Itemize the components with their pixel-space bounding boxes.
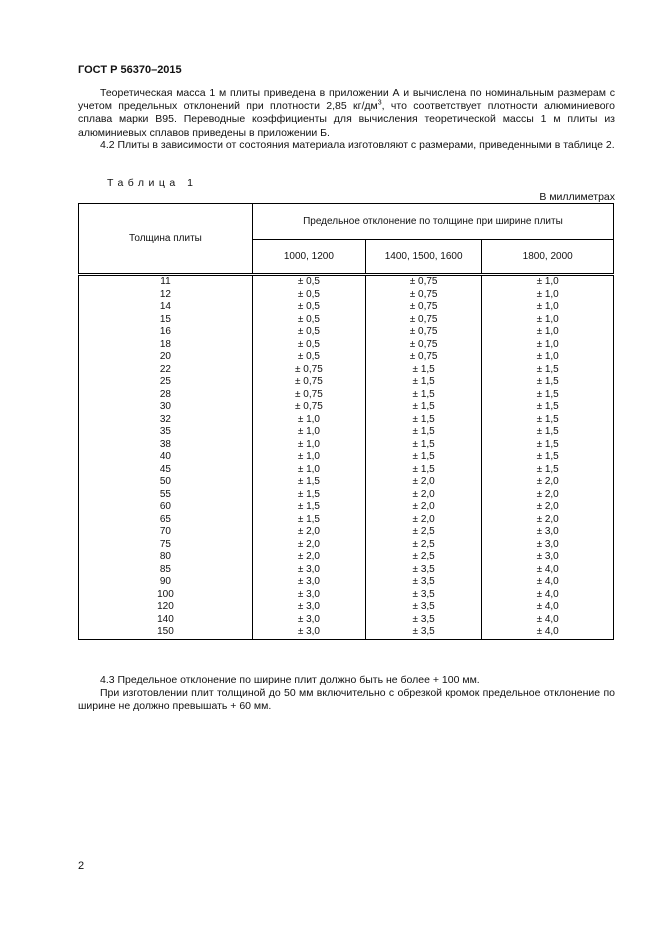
table-row	[79, 576, 614, 589]
table-row	[79, 551, 614, 564]
cell-deviation: ± 1,5	[482, 464, 614, 477]
cell-deviation: ± 0,5	[252, 326, 365, 339]
cell-deviation: ± 1,0	[482, 275, 614, 289]
cell-deviation: ± 1,0	[252, 439, 365, 452]
cell-deviation: ± 4,0	[482, 576, 614, 589]
cell-deviation: ± 1,5	[482, 401, 614, 414]
table-row	[79, 389, 614, 402]
cell-thickness: 60	[79, 501, 253, 514]
cell-deviation: ± 0,75	[252, 389, 365, 402]
cell-deviation: ± 4,0	[482, 564, 614, 577]
cell-thickness: 120	[79, 601, 253, 614]
header-width-3: 1800, 2000	[482, 240, 614, 275]
cell-deviation: ± 1,5	[365, 464, 481, 477]
cell-deviation: ± 0,75	[365, 275, 481, 289]
cell-deviation: ± 0,75	[365, 301, 481, 314]
cell-deviation: ± 1,0	[252, 414, 365, 427]
cell-deviation: ± 2,0	[252, 551, 365, 564]
cell-deviation: ± 1,5	[365, 426, 481, 439]
cell-thickness: 11	[79, 275, 253, 289]
cell-deviation: ± 1,0	[252, 451, 365, 464]
cell-thickness: 140	[79, 614, 253, 627]
cell-thickness: 18	[79, 339, 253, 352]
cell-deviation: ± 2,0	[365, 489, 481, 502]
table-row	[79, 514, 614, 527]
cell-deviation: ± 1,5	[365, 401, 481, 414]
cell-deviation: ± 2,0	[365, 476, 481, 489]
cell-deviation: ± 0,5	[252, 275, 365, 289]
cell-deviation: ± 4,0	[482, 589, 614, 602]
table-body	[79, 275, 614, 640]
cell-deviation: ± 0,5	[252, 289, 365, 302]
cell-deviation: ± 1,0	[252, 464, 365, 477]
cell-deviation: ± 3,5	[365, 614, 481, 627]
cell-deviation: ± 0,5	[252, 339, 365, 352]
table-row	[79, 275, 614, 289]
cell-deviation: ± 1,5	[365, 414, 481, 427]
paragraph-width-trim: При изготовлении плит толщиной до 50 мм включительно с обрезкой кромок предельное отклонение по ширине не должно превышать + 60 мм.	[78, 687, 615, 713]
cell-deviation: ± 1,0	[482, 289, 614, 302]
table-row	[79, 426, 614, 439]
cell-deviation: ± 4,0	[482, 626, 614, 639]
cell-thickness: 80	[79, 551, 253, 564]
header-deviation: Предельное отклонение по толщине при ширине плиты	[252, 204, 613, 240]
table-row	[79, 526, 614, 539]
table-row	[79, 351, 614, 364]
cell-deviation: ± 1,0	[482, 351, 614, 364]
cell-deviation: ± 3,0	[252, 626, 365, 639]
cell-thickness: 100	[79, 589, 253, 602]
table-row	[79, 589, 614, 602]
header-width-1: 1000, 1200	[252, 240, 365, 275]
table-row	[79, 626, 614, 639]
cell-thickness: 50	[79, 476, 253, 489]
cell-deviation: ± 2,0	[482, 514, 614, 527]
paragraph-theoretical-mass	[78, 87, 615, 140]
cell-deviation: ± 3,0	[252, 564, 365, 577]
cell-thickness: 14	[79, 301, 253, 314]
cell-thickness: 55	[79, 489, 253, 502]
table-caption: Таблица 1	[107, 177, 198, 189]
cell-deviation: ± 0,75	[252, 401, 365, 414]
table-row	[79, 476, 614, 489]
cell-deviation: ± 1,0	[252, 426, 365, 439]
cell-thickness: 90	[79, 576, 253, 589]
table-row	[79, 376, 614, 389]
table-row	[79, 301, 614, 314]
cell-deviation: ± 4,0	[482, 601, 614, 614]
cell-deviation: ± 0,75	[252, 376, 365, 389]
cell-deviation: ± 1,5	[252, 476, 365, 489]
cell-deviation: ± 1,0	[482, 339, 614, 352]
table-row	[79, 364, 614, 377]
cell-deviation: ± 1,5	[252, 489, 365, 502]
cell-deviation: ± 3,5	[365, 576, 481, 589]
cell-deviation: ± 0,5	[252, 314, 365, 327]
cell-deviation: ± 0,75	[365, 326, 481, 339]
table-row	[79, 489, 614, 502]
cell-deviation: ± 1,5	[482, 451, 614, 464]
para1-superscript: 3	[377, 99, 382, 107]
cell-thickness: 25	[79, 376, 253, 389]
cell-deviation: ± 2,0	[365, 514, 481, 527]
cell-thickness: 20	[79, 351, 253, 364]
table-unit: В миллиметрах	[539, 191, 615, 203]
cell-thickness: 32	[79, 414, 253, 427]
cell-deviation: ± 2,0	[482, 489, 614, 502]
cell-deviation: ± 0,5	[252, 301, 365, 314]
cell-deviation: ± 1,5	[252, 501, 365, 514]
cell-deviation: ± 2,5	[365, 539, 481, 552]
cell-deviation: ± 1,5	[365, 376, 481, 389]
cell-deviation: ± 3,0	[482, 526, 614, 539]
table-row	[79, 326, 614, 339]
cell-deviation: ± 0,5	[252, 351, 365, 364]
cell-deviation: ± 1,5	[365, 389, 481, 402]
cell-deviation: ± 3,5	[365, 626, 481, 639]
cell-deviation: ± 2,0	[482, 476, 614, 489]
table-row	[79, 501, 614, 514]
table-row	[79, 614, 614, 627]
table-row	[79, 451, 614, 464]
cell-thickness: 16	[79, 326, 253, 339]
cell-thickness: 65	[79, 514, 253, 527]
table-row	[79, 314, 614, 327]
para1-text-a: Теоретическая масса 1 м плиты приведена в приложении А и вычислена по номинальным размерам с учетом предельных отклонений при плотности 2,85 кг/дм	[78, 87, 615, 113]
table-row	[79, 414, 614, 427]
cell-deviation: ± 2,0	[365, 501, 481, 514]
cell-deviation: ± 1,5	[482, 426, 614, 439]
cell-thickness: 28	[79, 389, 253, 402]
cell-deviation: ± 3,0	[252, 576, 365, 589]
cell-deviation: ± 3,0	[482, 539, 614, 552]
cell-deviation: ± 1,5	[482, 364, 614, 377]
cell-thickness: 40	[79, 451, 253, 464]
cell-deviation: ± 1,5	[482, 439, 614, 452]
cell-deviation: ± 3,0	[252, 614, 365, 627]
table-row	[79, 539, 614, 552]
table-row	[79, 564, 614, 577]
cell-thickness: 150	[79, 626, 253, 639]
cell-deviation: ± 1,5	[482, 389, 614, 402]
para1-text-b: , что соответствует плотности алюминиевого сплава марки В95. Переводные коэффициенты для вычисления теоретической массы 1 м плиты из алюминиевых сплавов приведены в приложении Б.	[78, 100, 615, 139]
cell-deviation: ± 4,0	[482, 614, 614, 627]
cell-thickness: 70	[79, 526, 253, 539]
cell-deviation: ± 2,0	[252, 526, 365, 539]
table-row	[79, 464, 614, 477]
cell-thickness: 15	[79, 314, 253, 327]
cell-deviation: ± 1,5	[252, 514, 365, 527]
cell-thickness: 85	[79, 564, 253, 577]
cell-deviation: ± 3,0	[482, 551, 614, 564]
cell-deviation: ± 1,5	[365, 439, 481, 452]
cell-deviation: ± 3,0	[252, 601, 365, 614]
cell-deviation: ± 1,0	[482, 326, 614, 339]
cell-thickness: 38	[79, 439, 253, 452]
table-row	[79, 401, 614, 414]
cell-deviation: ± 0,75	[365, 289, 481, 302]
cell-deviation: ± 0,75	[365, 339, 481, 352]
cell-deviation: ± 2,5	[365, 551, 481, 564]
deviation-table	[78, 203, 614, 640]
document-header: ГОСТ Р 56370–2015	[78, 64, 182, 76]
cell-deviation: ± 1,5	[482, 414, 614, 427]
cell-deviation: ± 1,5	[365, 451, 481, 464]
cell-deviation: ± 0,75	[365, 314, 481, 327]
cell-deviation: ± 2,5	[365, 526, 481, 539]
page-number: 2	[78, 860, 85, 872]
table-row	[79, 439, 614, 452]
cell-deviation: ± 1,5	[482, 376, 614, 389]
header-width-2: 1400, 1500, 1600	[365, 240, 481, 275]
cell-deviation: ± 3,5	[365, 589, 481, 602]
cell-deviation: ± 2,0	[482, 501, 614, 514]
cell-deviation: ± 3,5	[365, 601, 481, 614]
cell-thickness: 45	[79, 464, 253, 477]
table-row	[79, 339, 614, 352]
cell-deviation: ± 2,0	[252, 539, 365, 552]
table-row	[79, 601, 614, 614]
cell-deviation: ± 0,75	[252, 364, 365, 377]
cell-thickness: 75	[79, 539, 253, 552]
cell-thickness: 30	[79, 401, 253, 414]
cell-thickness: 35	[79, 426, 253, 439]
cell-deviation: ± 0,75	[365, 351, 481, 364]
cell-thickness: 12	[79, 289, 253, 302]
header-thickness: Толщина плиты	[79, 204, 253, 275]
cell-deviation: ± 1,0	[482, 314, 614, 327]
paragraph-4-3: 4.3 Предельное отклонение по ширине плит должно быть не более + 100 мм.	[100, 674, 480, 686]
cell-deviation: ± 3,5	[365, 564, 481, 577]
cell-deviation: ± 3,0	[252, 589, 365, 602]
table-row	[79, 289, 614, 302]
cell-deviation: ± 1,0	[482, 301, 614, 314]
cell-deviation: ± 1,5	[365, 364, 481, 377]
paragraph-4-2: 4.2 Плиты в зависимости от состояния материала изготовляют с размерами, приведенными в таблице 2.	[100, 139, 615, 151]
cell-thickness: 22	[79, 364, 253, 377]
